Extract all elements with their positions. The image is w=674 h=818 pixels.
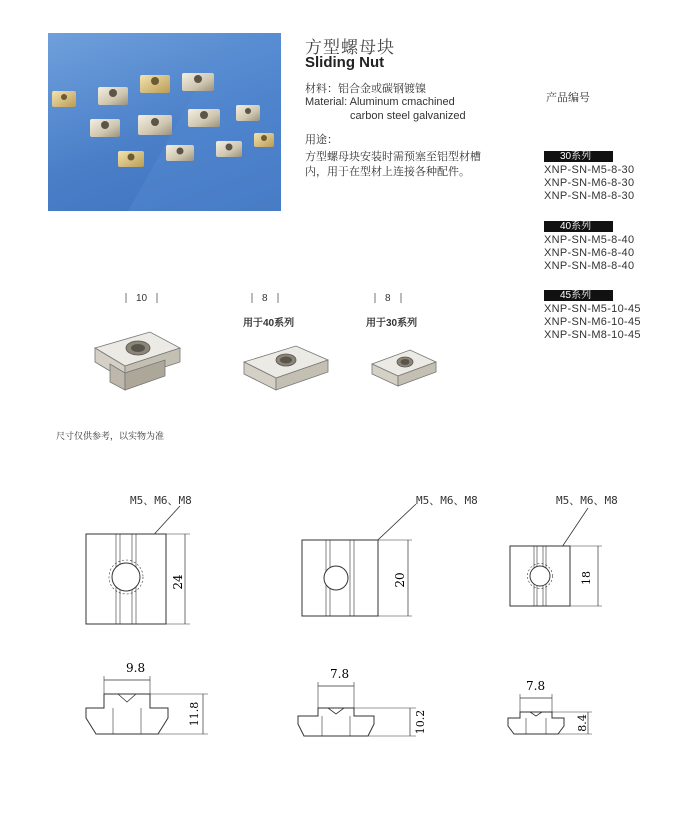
- thread-label-3: M5、M6、M8: [556, 494, 618, 507]
- sample-use-30: 用于30系列: [366, 318, 418, 329]
- dimension-note: 尺寸仅供参考，以实物为准: [56, 431, 165, 441]
- sample-size-3: 8: [365, 293, 411, 304]
- sample-size-1: 10: [116, 293, 167, 304]
- usage-line-1: 方型螺母块安装时需预塞至铝型材槽: [305, 151, 481, 163]
- code-item: XNP-SN-M5-8-40: [544, 234, 635, 246]
- series-30-label: 30系列: [544, 151, 613, 162]
- drawing-top-3: [504, 500, 614, 620]
- thread-label-1: M5、M6、M8: [130, 494, 192, 507]
- code-item: XNP-SN-M8-8-40: [544, 260, 635, 272]
- profile-width-3: 7.8: [526, 679, 546, 693]
- series-45-label: 45系列: [544, 290, 613, 301]
- sample-size-2: 8: [242, 293, 288, 304]
- drawing-top-1: [80, 500, 210, 630]
- profile-height-2: 10.2: [414, 709, 427, 735]
- code-item: XNP-SN-M8-10-45: [544, 329, 641, 341]
- code-item: XNP-SN-M6-8-30: [544, 177, 635, 189]
- height-label-2: 20: [393, 572, 407, 588]
- title-en: Sliding Nut: [305, 54, 385, 71]
- drawing-top-2: [296, 500, 426, 630]
- height-label-1: 24: [171, 574, 185, 590]
- profile-width-2: 7.8: [330, 667, 350, 681]
- product-code-header: 产品编号: [546, 92, 590, 104]
- usage-line-2: 内，用于在型材上连接各种配件。: [305, 166, 470, 178]
- sample-nut-1: [80, 318, 190, 398]
- drawing-profile-3: [504, 676, 604, 746]
- profile-height-3: 8.4: [576, 714, 589, 732]
- series-40-label: 40系列: [544, 221, 613, 232]
- material-en-2: carbon steel galvanized: [350, 110, 466, 122]
- title-cn: 方型螺母块: [305, 38, 395, 57]
- code-item: XNP-SN-M8-8-30: [544, 190, 635, 202]
- code-item: XNP-SN-M6-10-45: [544, 316, 641, 328]
- sample-nut-2: [236, 332, 336, 402]
- sample-use-40: 用于40系列: [243, 318, 295, 329]
- code-item: XNP-SN-M6-8-40: [544, 247, 635, 259]
- code-item: XNP-SN-M5-10-45: [544, 303, 641, 315]
- sample-nut-3: [368, 338, 440, 398]
- material-en-1: Material: Aluminum cmachined: [305, 96, 455, 108]
- profile-height-1: 11.8: [188, 701, 201, 727]
- material-cn: 材料：铝合金或碳钢镀镍: [305, 83, 426, 95]
- code-item: XNP-SN-M5-8-30: [544, 164, 635, 176]
- usage-label: 用途：: [305, 134, 338, 146]
- height-label-3: 18: [580, 571, 593, 585]
- thread-label-2: M5、M6、M8: [416, 494, 478, 507]
- profile-width-1: 9.8: [126, 661, 146, 675]
- product-photo: [48, 33, 281, 211]
- drawing-profile-1: [78, 656, 218, 746]
- drawing-profile-2: [292, 666, 432, 750]
